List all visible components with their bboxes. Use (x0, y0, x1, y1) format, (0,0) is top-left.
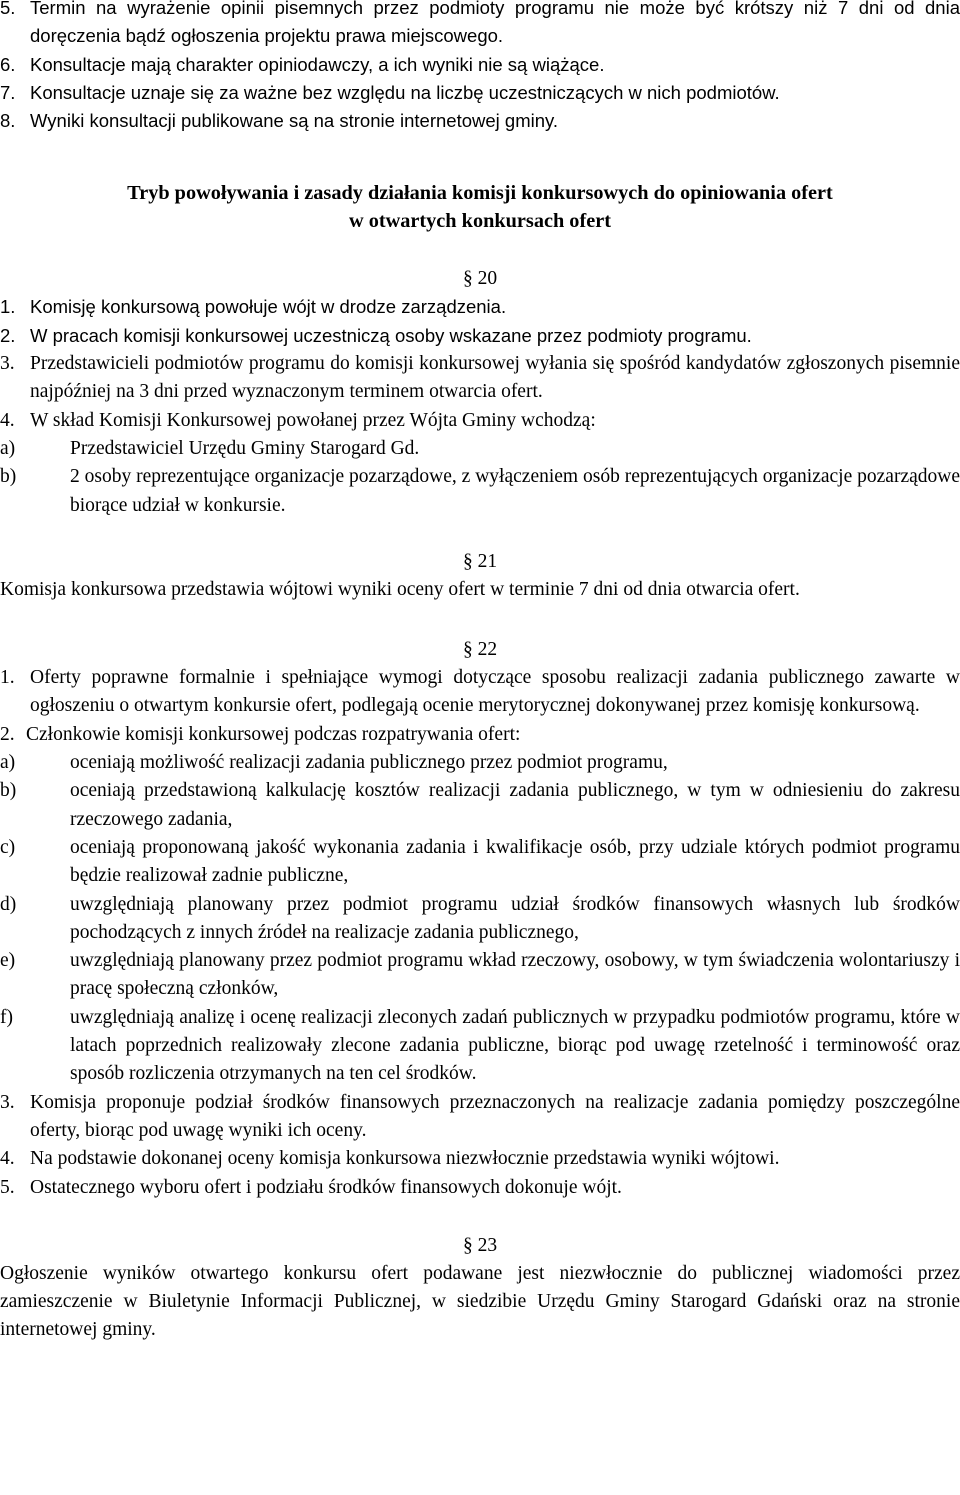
list-item (0, 1089, 960, 1146)
sub-item-text: uwzględniają planowany przez podmiot programu udział środków finansowych własnych lub środków pochodzących z innych źródeł na realizacje zadania publicznego, (70, 893, 960, 943)
section-number-23: § 23 (462, 1234, 498, 1256)
list-item (0, 322, 960, 350)
item-number: 4. (0, 409, 15, 431)
sub-item-text: oceniają proponowaną jakość wykonania zadania i kwalifikacje osób, przy udziale których podmiot programu będzie realizował zadnie publiczne, (70, 836, 960, 887)
list-item (0, 107, 960, 135)
sub-list-item (0, 749, 960, 777)
sub-item-letter: e) (0, 950, 16, 972)
list-item (0, 407, 960, 435)
sub-item-letter: a) (0, 437, 16, 459)
sub-list-item (0, 1004, 960, 1089)
item-text: Termin na wyrażenie opinii pisemnych przez podmioty programu nie może być krótszy niż 7 dni od dnia doręczenia bądź ogłoszenia projektu prawa miejscowego. (30, 0, 960, 47)
heading-line-1: Tryb powoływania i zasady działania komisji konkursowych do opiniowania ofert (127, 182, 833, 205)
sub-list-item (0, 777, 960, 834)
sub-item-text: 2 osoby reprezentujące organizacje pozarządowe, z wyłączeniem osób reprezentujących organizacje pozarządowe biorące udział w konkursie. (70, 466, 960, 516)
item-text: Komisja proponuje podział środków finansowych przeznaczonych na realizacje zadania pomiędzy poszczególne oferty, biorąc pod uwagę wyniki ich oceny. (30, 1091, 960, 1141)
list-item (0, 293, 960, 321)
sub-item-letter: c) (0, 836, 16, 858)
sub-item-text: oceniają możliwość realizacji zadania publicznego przez podmiot programu, (70, 752, 668, 774)
sub-list-item (0, 891, 960, 948)
sub-list-item (0, 834, 960, 891)
heading-line-2: w otwartych konkursach ofert (349, 210, 611, 233)
item-number: 1. (0, 667, 15, 689)
item-text: Oferty poprawne formalnie i spełniające wymogi dotyczące sposobu realizacji zadania publicznego zawarte w ogłoszeniu o otwartym konkursie ofert, podlegają ocenie merytorycznej dokonywanej przez komisję konkursową. (30, 667, 960, 717)
paragraph: Komisja konkursowa przedstawia wójtowi wyniki oceny ofert w terminie 7 dni od dnia otwarcia ofert. (0, 578, 800, 600)
sub-item-letter: f) (0, 1006, 13, 1028)
item-text: Przedstawicieli podmiotów programu do komisji konkursowej wyłania się spośród kandydatów zgłoszonych pisemnie najpóźniej na 3 dni przed wyznaczonym terminem otwarcia ofert. (30, 353, 960, 403)
list-item (0, 1174, 960, 1202)
sub-item-letter: b) (0, 780, 17, 802)
list-item (0, 51, 960, 79)
item-number: 3. (0, 353, 15, 375)
item-number: 7. (0, 81, 16, 103)
item-text: W skład Komisji Konkursowej powołanej przez Wójta Gminy wchodzą: (30, 409, 596, 431)
item-text: Konsultacje mają charakter opiniodawczy, a ich wyniki nie są wiążące. (30, 53, 605, 75)
list-item (0, 350, 960, 407)
list-item (0, 1145, 960, 1173)
item-text: Wyniki konsultacji publikowane są na stronie internetowej gminy. (30, 110, 559, 132)
item-number: 5. (0, 1176, 15, 1198)
sub-list-item (0, 435, 960, 463)
item-number: 2. (0, 723, 15, 745)
sub-item-text: uwzględniają analizę i ocenę realizacji zleconych zadań publicznych w przypadku podmiotów programu, które w latach poprzednich realizowały zlecone zadania publiczne, biorąc pod uwagę rzetelność i terminowość oraz sposób rozliczenia otrzymanych na ten cel środków. (70, 1006, 960, 1085)
sub-item-text: uwzględniają planowany przez podmiot programu wkład rzeczowy, osobowy, w tym świadczenia wolontariuszy i pracę społeczną członków, (70, 950, 960, 1000)
section-number-21: § 21 (462, 550, 498, 572)
sub-item-letter: b) (0, 466, 17, 488)
list-item (0, 721, 960, 749)
section-heading (0, 179, 960, 235)
section-number-22: § 22 (462, 639, 498, 661)
paragraph: Ogłoszenie wyników otwartego konkursu ofert podawane jest niezwłocznie do publicznej wiadomości przez zamieszczenie w Biuletynie Informacji Publicznej, w siedzibie Urzędu Gminy Starogard Gdański oraz na stronie internetowej gminy. (0, 1262, 960, 1341)
sub-item-letter: a) (0, 752, 16, 774)
item-number: 8. (0, 110, 16, 132)
item-text: Na podstawie dokonanej oceny komisja konkursowa niezwłocznie przedstawia wyniki wójtowi. (30, 1148, 780, 1170)
item-number: 5. (0, 0, 16, 18)
item-number: 2. (0, 324, 16, 346)
sub-item-letter: d) (0, 893, 17, 915)
item-number: 6. (0, 53, 16, 75)
sub-list-item (0, 463, 960, 520)
item-text: Ostatecznego wyboru ofert i podziału środków finansowych dokonuje wójt. (30, 1176, 622, 1198)
sub-list-item (0, 947, 960, 1004)
item-text: Konsultacje uznaje się za ważne bez względu na liczbę uczestniczących w nich podmiotów. (30, 81, 780, 103)
list-item (0, 0, 960, 51)
item-number: 1. (0, 296, 16, 318)
sub-item-text: oceniają przedstawioną kalkulację kosztów realizacji zadania publicznego, w tym w odniesieniu do zakresu rzeczowego zadania, (70, 780, 960, 830)
item-number: 3. (0, 1091, 15, 1113)
item-text: Członkowie komisji konkursowej podczas rozpatrywania ofert: (26, 723, 521, 745)
item-number: 4. (0, 1148, 15, 1170)
list-item (0, 79, 960, 107)
sub-item-text: Przedstawiciel Urzędu Gminy Starogard Gd. (70, 437, 420, 459)
item-text: Komisję konkursową powołuje wójt w drodze zarządzenia. (30, 296, 507, 318)
item-text: W pracach komisji konkursowej uczestniczą osoby wskazane przez podmioty programu. (30, 324, 752, 346)
list-item (0, 664, 960, 721)
section-number-20: § 20 (462, 268, 498, 290)
